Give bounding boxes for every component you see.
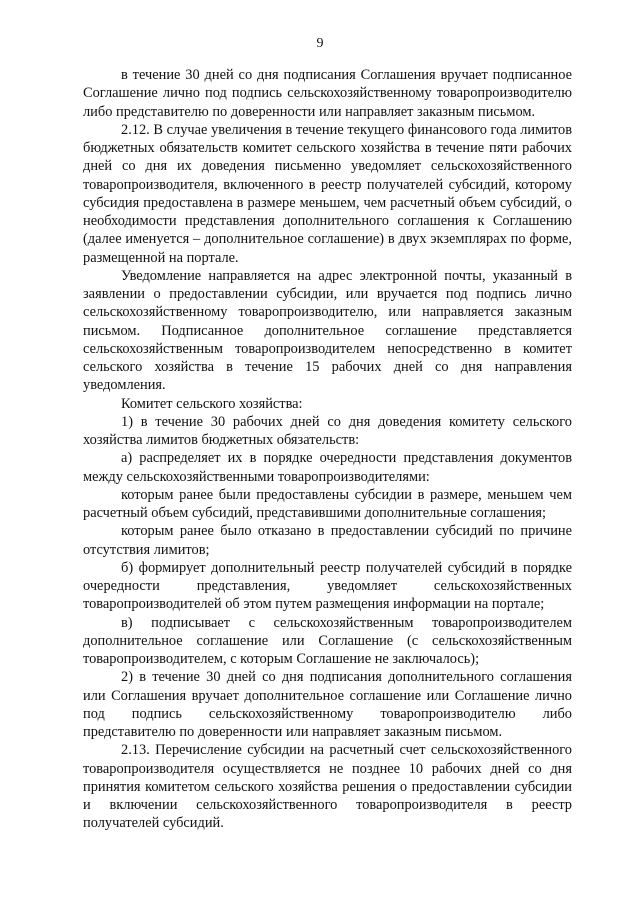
paragraph-item-v: в) подписывает с сельскохозяйственным товаропроизводителем дополнительное соглашение или Соглашение (с сельскохозяйственным товаропроизводителем, с которым Соглашение не заключалось); bbox=[83, 614, 572, 667]
page-number: 9 bbox=[316, 36, 324, 51]
paragraph-item-1: 1) в течение 30 рабочих дней со дня доведения комитету сельского хозяйства лимитов бюджетных обязательств: bbox=[83, 413, 572, 448]
paragraph-item-2: 2) в течение 30 дней со дня подписания дополнительного соглашения или Соглашения вручает дополнительное соглашение или Соглашение лично под подпись сельскохозяйственному товаропроизводителю либо представителю по доверенности или направляет заказным письмом. bbox=[83, 669, 572, 740]
paragraph-2-13: 2.13. Перечисление субсидии на расчетный счет сельскохозяйственного товаропроизводителя осуществляется не позднее 10 рабочих дней со дня принятия комитетом сельского хозяйства решения о предоставлении субсидии и включении сельскохозяйственного товаропроизводителя в реестр получателей субсидий. bbox=[83, 742, 572, 832]
paragraph-subitem-refused: которым ранее было отказано в предоставлении субсидий по причине отсутствия лимитов; bbox=[83, 523, 572, 558]
paragraph-subitem-reduced: которым ранее были предоставлены субсидии в размере, меньшем чем расчетный объем субсидий, представившими дополнительные соглашения; bbox=[83, 486, 572, 521]
paragraph-item-b: б) формирует дополнительный реестр получателей субсидий в порядке очередности представления, уведомляет сельскохозяйственных товаропроизводителей об этом путем размещения информации на портале; bbox=[83, 559, 572, 613]
paragraph-item-a: а) распределяет их в порядке очередности представления документов между сельскохозяйственными товаропроизводителями: bbox=[83, 450, 572, 485]
paragraph-committee: Комитет сельского хозяйства: bbox=[121, 395, 303, 412]
paragraph-2-12: 2.12. В случае увеличения в течение текущего финансового года лимитов бюджетных обязательств комитет сельского хозяйства в течение пяти рабочих дней со дня их доведения письменно уведомляет сельскохозяйственного товаропроизводителя, включенного в реестр получателей субсидий, которому субсидия предоставлена в размере меньшем, чем расчетный объем субсидий, о необходимости представления дополнительного соглашения к Соглашению (далее именуется – дополнительное соглашение) в двух экземплярах по форме, размещенной на портале. bbox=[83, 121, 572, 266]
document-body bbox=[83, 66, 572, 833]
paragraph-continuation: в течение 30 дней со дня подписания Соглашения вручает подписанное Соглашение лично под подпись сельскохозяйственному товаропроизводителю либо представителю по доверенности или направляет заказным письмом. bbox=[83, 67, 572, 120]
paragraph-notification: Уведомление направляется на адрес электронной почты, указанный в заявлении о предоставлении субсидии, или вручается под подпись лично сельскохозяйственному товаропроизводителю, или направляется заказным письмом. Подписанное дополнительное соглашение представляется сельскохозяйственным товаропроизводителем непосредственно в комитет сельского хозяйства в течение 15 рабочих дней со дня направления уведомления. bbox=[83, 267, 572, 394]
